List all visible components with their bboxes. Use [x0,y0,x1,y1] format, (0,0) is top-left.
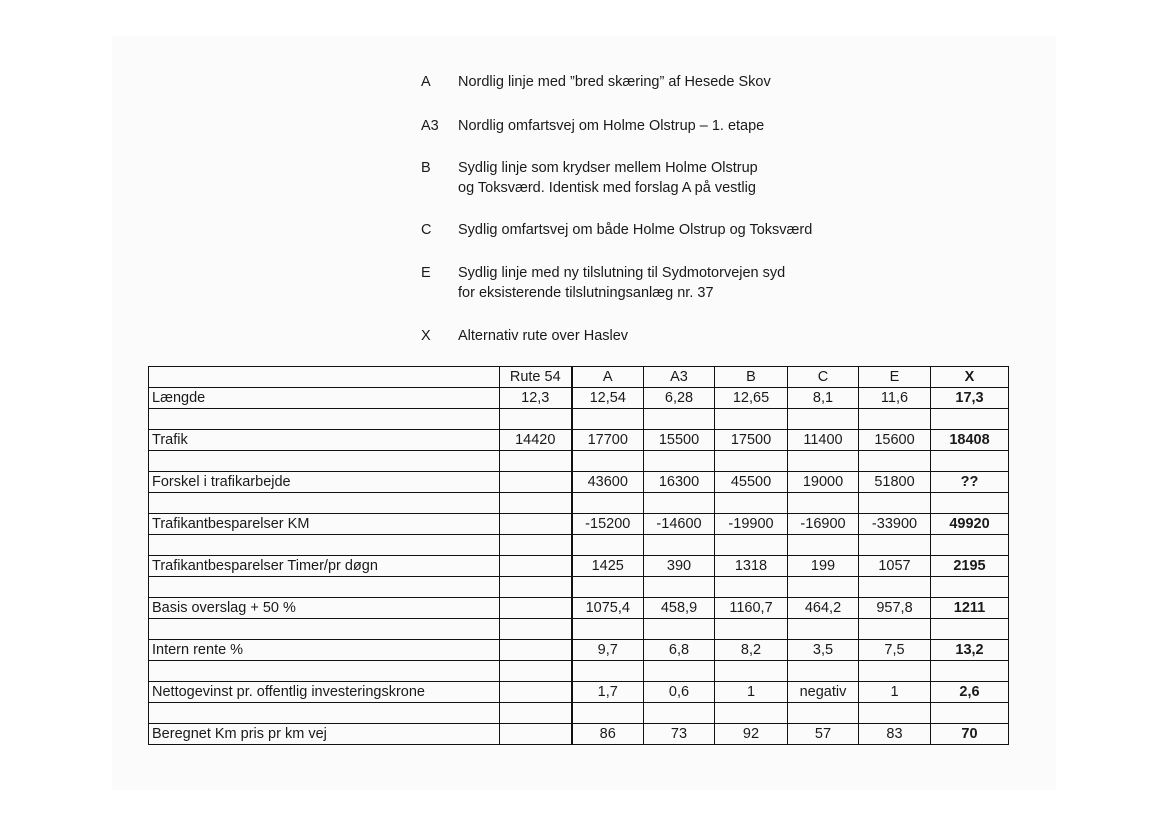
legend-line: Sydlig omfartsvej om både Holme Olstrup og Toksværd [458,222,813,238]
table-cell: 17500 [715,430,788,451]
table-cell: 14420 [500,430,572,451]
column-header: A3 [644,367,715,388]
table-cell: 1318 [715,556,788,577]
table-cell: 43600 [572,472,644,493]
empty-cell [715,409,788,430]
empty-cell [572,577,644,598]
table-cell: 1 [715,682,788,703]
table-cell: -33900 [859,514,931,535]
row-label: Beregnet Km pris pr km vej [149,724,500,745]
empty-cell [572,703,644,724]
empty-cell [788,535,859,556]
legend-line: Sydlig linje med ny tilslutning til Sydmotorvejen syd [458,265,786,281]
spacer-row [149,409,1009,430]
table-row [149,682,1009,703]
empty-cell [572,409,644,430]
row-label: Trafik [149,430,500,451]
table-cell [500,640,572,661]
table-cell: 12,3 [500,388,572,409]
table-cell: 15600 [859,430,931,451]
empty-cell [644,577,715,598]
table-cell: negativ [788,682,859,703]
empty-cell [931,451,1009,472]
empty-cell [931,661,1009,682]
empty-cell [859,619,931,640]
empty-cell [715,451,788,472]
table-cell: 12,54 [572,388,644,409]
empty-cell [715,661,788,682]
column-header: C [788,367,859,388]
row-label: Forskel i trafikarbejde [149,472,500,493]
empty-cell [149,577,500,598]
empty-cell [149,703,500,724]
legend-line: Nordlig linje med ”bred skæring” af Hesede Skov [458,74,771,90]
table-header-row [149,367,1009,388]
table-cell: 13,2 [931,640,1009,661]
legend-description [458,72,981,92]
table-cell [500,472,572,493]
legend-line: og Toksværd. Identisk med forslag A på vestlig [458,180,756,196]
empty-cell [500,661,572,682]
empty-cell [500,577,572,598]
empty-cell [859,661,931,682]
table-cell: 464,2 [788,598,859,619]
column-header: E [859,367,931,388]
table-cell: 51800 [859,472,931,493]
empty-cell [859,493,931,514]
legend-line: for eksisterende tilslutningsanlæg nr. 37 [458,285,714,301]
table-cell: 17700 [572,430,644,451]
table-cell [500,598,572,619]
column-header: X [931,367,1009,388]
table-cell: 1425 [572,556,644,577]
route-comparison-table [148,366,1009,745]
table-cell: 458,9 [644,598,715,619]
empty-cell [572,619,644,640]
legend-code: C [421,222,432,238]
empty-cell [859,409,931,430]
table-cell: 1 [859,682,931,703]
table-cell: 86 [572,724,644,745]
empty-cell [149,409,500,430]
table-cell: -14600 [644,514,715,535]
empty-cell [500,409,572,430]
table-cell: ?? [931,472,1009,493]
table-cell: 17,3 [931,388,1009,409]
empty-cell [149,535,500,556]
empty-cell [572,661,644,682]
table-cell: 1211 [931,598,1009,619]
table-cell: 57 [788,724,859,745]
empty-cell [715,619,788,640]
table-cell: 1075,4 [572,598,644,619]
empty-cell [644,493,715,514]
legend-item [421,158,981,198]
empty-cell [644,619,715,640]
legend-item [421,116,981,136]
table-row [149,598,1009,619]
empty-cell [788,619,859,640]
empty-cell [715,535,788,556]
empty-cell [931,409,1009,430]
empty-cell [644,409,715,430]
table-cell: 16300 [644,472,715,493]
legend-item [421,326,981,346]
legend-code: A3 [421,118,439,134]
legend-line: Sydlig linje som krydser mellem Holme Olstrup [458,160,758,176]
empty-cell [149,451,500,472]
legend-code: E [421,265,431,281]
table-cell: 83 [859,724,931,745]
empty-cell [788,493,859,514]
empty-cell [788,703,859,724]
table-cell: 1,7 [572,682,644,703]
table-cell: 18408 [931,430,1009,451]
table-cell: 6,28 [644,388,715,409]
table-cell: 15500 [644,430,715,451]
empty-cell [149,619,500,640]
spacer-row [149,619,1009,640]
table-cell: 7,5 [859,640,931,661]
table-cell [500,514,572,535]
empty-cell [644,661,715,682]
table-row [149,514,1009,535]
table-cell: 9,7 [572,640,644,661]
row-label: Trafikantbesparelser KM [149,514,500,535]
empty-cell [500,619,572,640]
empty-cell [788,577,859,598]
empty-cell [572,535,644,556]
spacer-row [149,703,1009,724]
table-cell: 0,6 [644,682,715,703]
legend-description [458,263,981,303]
legend-line: Nordlig omfartsvej om Holme Olstrup – 1. etape [458,118,765,134]
table-cell: 199 [788,556,859,577]
table-cell: 11,6 [859,388,931,409]
table-cell: 49920 [931,514,1009,535]
empty-cell [715,703,788,724]
column-header: B [715,367,788,388]
empty-cell [931,535,1009,556]
empty-cell [500,535,572,556]
table-cell: 957,8 [859,598,931,619]
table-cell: 8,2 [715,640,788,661]
legend-description [458,116,981,136]
table-cell: 3,5 [788,640,859,661]
table-row [149,556,1009,577]
spacer-row [149,661,1009,682]
table-cell: 2195 [931,556,1009,577]
legend-description [458,220,981,240]
column-header: Rute 54 [500,367,572,388]
legend-description [458,158,981,198]
empty-cell [931,619,1009,640]
table-cell: 8,1 [788,388,859,409]
table-row [149,472,1009,493]
table-cell: 12,65 [715,388,788,409]
table-cell: 390 [644,556,715,577]
empty-cell [500,703,572,724]
empty-cell [859,535,931,556]
table-cell: 6,8 [644,640,715,661]
table-cell: -19900 [715,514,788,535]
empty-cell [572,493,644,514]
empty-cell [859,703,931,724]
legend-code: A [421,74,431,90]
spacer-row [149,535,1009,556]
spacer-row [149,577,1009,598]
table-cell: 92 [715,724,788,745]
column-header: A [572,367,644,388]
table-cell: 2,6 [931,682,1009,703]
header-cell-empty [149,367,500,388]
empty-cell [788,409,859,430]
table-cell: 73 [644,724,715,745]
row-label: Nettogevinst pr. offentlig investeringskrone [149,682,500,703]
table-row [149,388,1009,409]
legend-item [421,263,981,303]
legend-line: Alternativ rute over Haslev [458,328,629,344]
table-cell: 1160,7 [715,598,788,619]
table-cell [500,682,572,703]
table-row [149,724,1009,745]
empty-cell [931,703,1009,724]
empty-cell [931,577,1009,598]
empty-cell [715,577,788,598]
empty-cell [788,661,859,682]
empty-cell [644,535,715,556]
empty-cell [149,661,500,682]
row-label: Basis overslag + 50 % [149,598,500,619]
table-row [149,430,1009,451]
legend-code: X [421,328,431,344]
empty-cell [788,451,859,472]
spacer-row [149,493,1009,514]
empty-cell [500,451,572,472]
table-cell: 19000 [788,472,859,493]
row-label: Intern rente % [149,640,500,661]
legend-item [421,220,981,240]
empty-cell [500,493,572,514]
table-cell [500,724,572,745]
table-cell: -15200 [572,514,644,535]
row-label: Længde [149,388,500,409]
empty-cell [149,493,500,514]
table-cell: -16900 [788,514,859,535]
empty-cell [859,451,931,472]
table-cell: 45500 [715,472,788,493]
legend-item [421,72,981,92]
table-cell: 11400 [788,430,859,451]
table-cell: 1057 [859,556,931,577]
empty-cell [859,577,931,598]
table-row [149,640,1009,661]
spacer-row [149,451,1009,472]
legend-description [458,326,981,346]
legend-code: B [421,160,431,176]
empty-cell [715,493,788,514]
table-cell: 70 [931,724,1009,745]
empty-cell [644,451,715,472]
row-label: Trafikantbesparelser Timer/pr døgn [149,556,500,577]
table-cell [500,556,572,577]
empty-cell [572,451,644,472]
empty-cell [644,703,715,724]
empty-cell [931,493,1009,514]
